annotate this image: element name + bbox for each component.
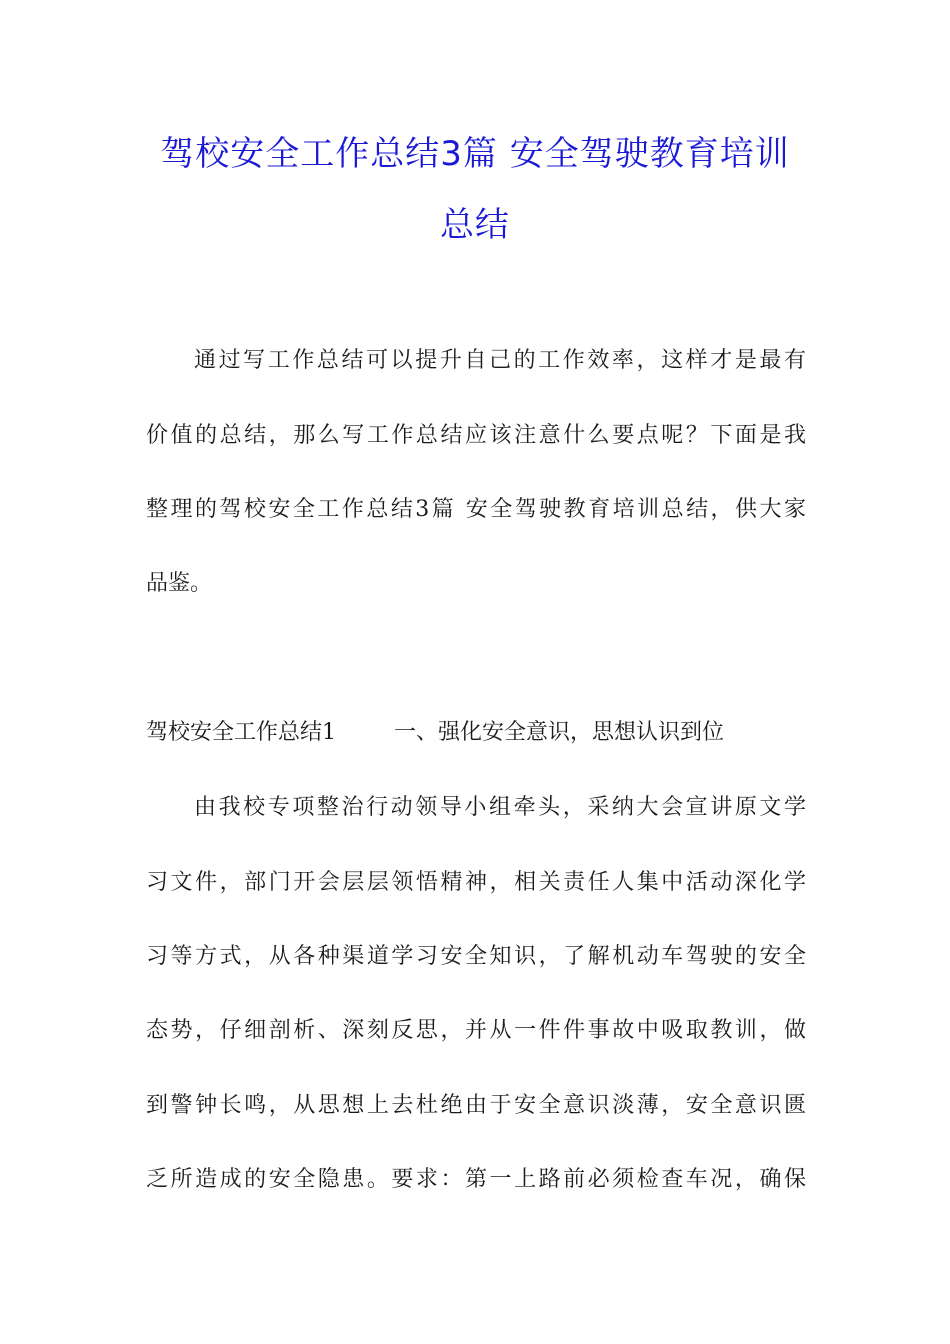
intro-paragraph-line: 品鉴。 <box>146 571 213 596</box>
body-paragraph-line: 习等方式，从各种渠道学习安全知识，了解机动车驾驶的安全 <box>146 944 806 969</box>
body-paragraph-line: 态势，仔细剖析、深刻反思，并从一件件事故中吸取教训，做 <box>146 1018 806 1043</box>
section-heading: 一、强化安全意识，思想认识到位 <box>394 720 725 745</box>
intro-paragraph-line: 价值的总结，那么写工作总结应该注意什么要点呢？下面是我 <box>146 423 806 448</box>
intro-paragraph-line: 通过写工作总结可以提升自己的工作效率，这样才是最有 <box>194 348 806 373</box>
section-label: 驾校安全工作总结1 <box>146 720 336 745</box>
body-paragraph-line: 乏所造成的安全隐患。要求：第一上路前必须检查车况，确保 <box>146 1167 806 1192</box>
document-title-line-1: 驾校安全工作总结3篇 安全驾驶教育培训 <box>160 134 790 174</box>
body-paragraph-line: 到警钟长鸣，从思想上去杜绝由于安全意识淡薄，安全意识匮 <box>146 1093 806 1118</box>
body-paragraph-line: 由我校专项整治行动领导小组牵头，采纳大会宣讲原文学 <box>194 795 806 820</box>
intro-paragraph-line: 整理的驾校安全工作总结3篇 安全驾驶教育培训总结，供大家 <box>146 497 806 522</box>
body-paragraph-line: 习文件，部门开会层层领悟精神，相关责任人集中活动深化学 <box>146 870 806 895</box>
section-heading-row <box>146 722 806 744</box>
document-title-line-2: 总结 <box>440 205 510 245</box>
